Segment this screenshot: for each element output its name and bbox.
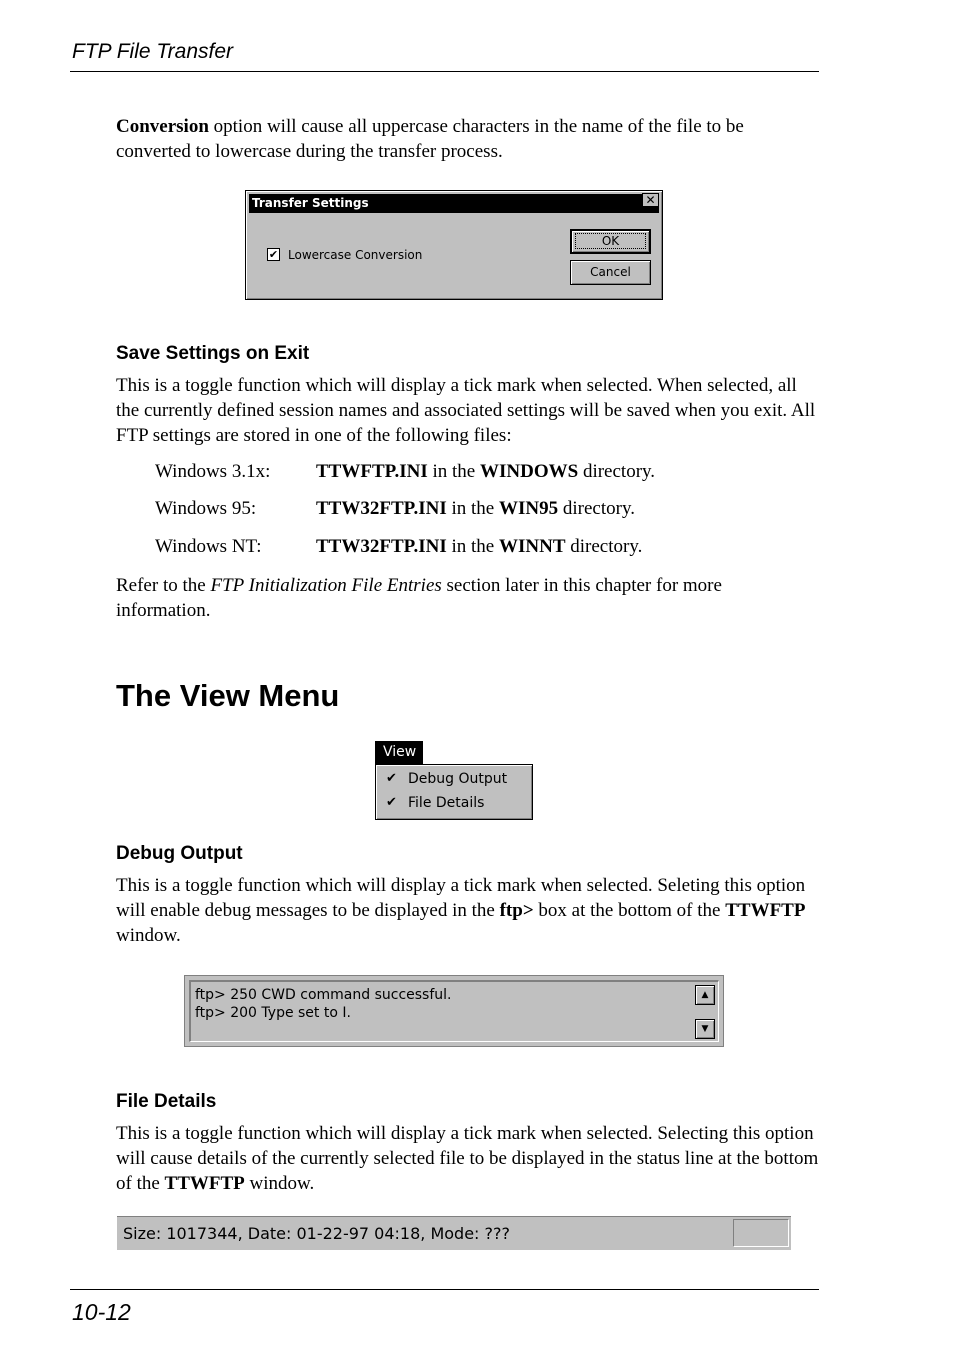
scroll-up-button[interactable]: ▲ [695,985,715,1005]
page-number: 10-12 [72,1299,131,1325]
debug-output-heading: Debug Output [116,843,243,864]
header-rule [70,71,819,72]
debug-line: ftp> 200 Type set to I. [195,1005,351,1021]
transfer-settings-dialog [245,190,663,300]
view-menu-title[interactable]: View [375,741,423,764]
status-panel [733,1219,789,1247]
ftp-debug-box [184,975,724,1047]
status-text: Size: 1017344, Date: 01-22-97 04:18, Mode: ??? [123,1224,511,1243]
ini-file-entry: TTW32FTP.INI in the WINNT directory. [316,536,643,557]
menu-item-file-details[interactable] [376,792,532,814]
checkmark-icon: ✔ [386,795,397,810]
os-name: Windows NT: [155,536,262,557]
running-head: FTP File Transfer [72,40,234,63]
intro-text: option will cause all uppercase characters in the name of the file to be converted to lowercase during the transfer process. [116,116,744,162]
ok-button-label: OK [575,233,646,249]
dialog-title: Transfer Settings [252,196,369,210]
checkmark-icon: ✔ [386,771,397,786]
cancel-button[interactable]: Cancel [570,260,651,285]
file-details-paragraph: This is a toggle function which will display a tick mark when selected. Selecting this option will cause details of the currently selected file to be displayed in the status line at the bottom of the TTWFTP window. [116,1123,819,1194]
cross-reference: FTP Initialization File Entries [210,575,442,596]
menu-item-label: File Details [408,795,485,811]
menu-item-debug-output[interactable] [376,768,532,790]
close-icon[interactable]: ✕ [642,193,659,207]
status-bar [117,1216,791,1250]
scroll-down-button[interactable]: ▼ [695,1019,715,1039]
save-settings-paragraph: This is a toggle function which will display a tick mark when selected. When selected, all the currently defined session names and associated settings will be saved when you exit. All FTP settings are stored in one of the following files: [116,375,816,446]
file-details-heading: File Details [116,1091,217,1112]
os-name: Windows 3.1x: [155,461,271,482]
view-menu-dropdown [375,764,533,820]
ini-file-entry: TTWFTP.INI in the WINDOWS directory. [316,461,656,482]
dialog-title-bar [249,194,659,213]
lowercase-conversion-checkbox[interactable]: ✔ [268,248,279,261]
ini-file-entry: TTW32FTP.INI in the WIN95 directory. [316,498,635,519]
menu-item-label: Debug Output [408,771,508,787]
intro-paragraph [116,114,816,164]
lowercase-conversion-label: Lowercase Conversion [288,248,423,262]
footer-rule [70,1289,819,1290]
view-menu-heading: The View Menu [116,678,340,713]
os-name: Windows 95: [155,498,257,519]
intro-term: Conversion [116,116,209,137]
save-settings-heading: Save Settings on Exit [116,343,310,364]
debug-output-paragraph: This is a toggle function which will display a tick mark when selected. Seleting this option will enable debug messages to be displayed in the ftp> box at the bottom of the TTWFTP window. [116,875,806,946]
debug-line: ftp> 250 CWD command successful. [195,987,452,1003]
ok-button[interactable] [570,229,651,254]
debug-message-area [189,980,719,1042]
refer-paragraph: Refer to the FTP Initialization File Entries section later in this chapter for more information. [116,575,722,621]
